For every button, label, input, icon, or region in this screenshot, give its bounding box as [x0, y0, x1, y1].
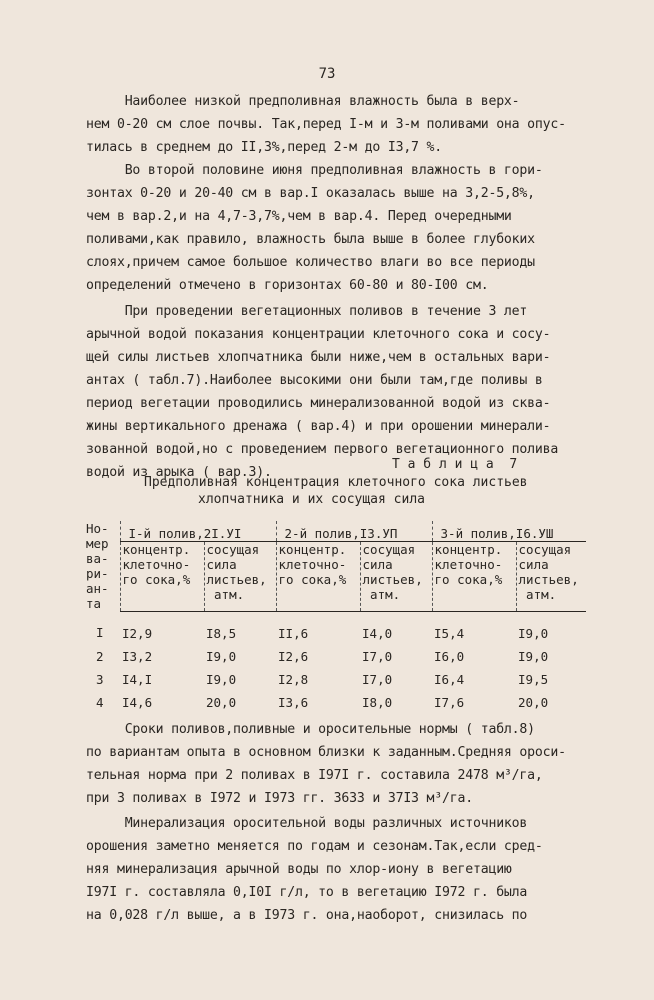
table-cell: I8,0: [362, 694, 393, 710]
table-cell: I7,6: [434, 694, 465, 710]
text-line: антах ( табл.7).Наиболее высокими они были там,где поливы в: [86, 373, 543, 388]
col-group-header: 3-й полив,I6.УШ: [432, 521, 586, 542]
col-header-suction-force: сосущая сила листьев, атм.: [516, 542, 586, 612]
text-line: зованной водой,но с проведением первого вегетационного полива: [86, 442, 559, 457]
table-row: [84, 691, 586, 714]
table-cell: I4,6: [122, 694, 153, 710]
table-cell: I3,6: [278, 694, 309, 710]
table-cell: I7,0: [362, 648, 393, 664]
table-cell: I3,2: [122, 648, 153, 664]
table-cell: I9,0: [206, 648, 237, 664]
table-cell: I6,0: [434, 648, 465, 664]
table-label: Т а б л и ц а 7: [392, 457, 518, 472]
table-title-line: Предполивная концентрация клеточного сока листьев: [144, 475, 528, 490]
text-line: орошения заметно меняется по годам и сезонам.Так,если сред-: [86, 839, 543, 854]
text-line: щей силы листьев хлопчатника были ниже,чем в остальных вари-: [86, 350, 551, 365]
table-cell: I5,4: [434, 625, 465, 641]
text-line: чем в вар.2,и на 4,7-3,7%,чем в вар.4. Перед очередными: [86, 209, 512, 224]
text-line: зонтах 0-20 и 20-40 см в вар.I оказалась выше на 3,2-5,8%,: [86, 186, 535, 201]
col-header-suction-force: сосущая сила листьев, атм.: [360, 542, 432, 612]
table-row: [84, 668, 586, 691]
text-line: Минерализация оросительной воды различных источников: [86, 816, 528, 831]
table-cell: 20,0: [206, 694, 237, 710]
text-line: при 3 поливах в I972 и I973 гг. 3633 и 37I3 м³/га.: [86, 791, 473, 806]
col-group-header: I-й полив,2I.УI: [120, 521, 276, 542]
text-line: При проведении вегетационных поливов в течение 3 лет: [86, 304, 528, 319]
text-line: период вегетации проводились минерализованной водой из сква-: [86, 396, 551, 411]
col-header-concentration: концентр. клеточно- го сока,%: [120, 542, 204, 612]
text-line: Наиболее низкой предполивная влажность была в верх-: [86, 94, 520, 109]
table-cell: I9,5: [518, 671, 549, 687]
text-line: определений отмечено в горизонтах 60-80 и 80-I00 см.: [86, 278, 489, 293]
data-table: [84, 521, 586, 714]
text-line: I97I г. составляла 0,I0I г/л, то в вегетацию I972 г. была: [86, 885, 528, 900]
text-line: тельная норма при 2 поливах в I97I г. составила 2478 м³/га,: [86, 768, 543, 783]
table-cell: I7,0: [362, 671, 393, 687]
text-line: поливами,как правило, влажность была выше в более глубоких: [86, 232, 535, 247]
cell-variant: 4: [96, 694, 104, 710]
text-line: Во второй половине июня предполивная влажность в гори-: [86, 163, 543, 178]
text-line: няя минерализация арычной воды по хлор-иону в вегетацию: [86, 862, 512, 877]
col-group-header: 2-й полив,I3.УП: [276, 521, 432, 542]
table-cell: I9,0: [206, 671, 237, 687]
page-number: 73: [318, 66, 336, 82]
table-cell: II,6: [278, 625, 309, 641]
cell-variant: 3: [96, 671, 104, 687]
text-line: арычной водой показания концентрации клеточного сока и сосу-: [86, 327, 551, 342]
table-cell: I2,9: [122, 625, 153, 641]
table-cell: I4,0: [362, 625, 393, 641]
text-line: нем 0-20 см слое почвы. Так,перед I-м и 3-м поливами она опус-: [86, 117, 566, 132]
table-row: [84, 645, 586, 668]
table-row: [84, 611, 586, 645]
text-line: на 0,028 г/л выше, а в I973 г. она,наоборот, снизилась по: [86, 908, 528, 923]
text-line: по вариантам опыта в основном близки к заданным.Средняя ороси-: [86, 745, 566, 760]
table-title-line: хлопчатника и их сосущая сила: [198, 492, 425, 507]
cell-variant: 2: [96, 648, 104, 664]
table-cell: I2,6: [278, 648, 309, 664]
table-cell: I4,I: [122, 671, 153, 687]
col-header-concentration: концентр. клеточно- го сока,%: [276, 542, 360, 612]
text-line: тилась в среднем до II,3%,перед 2-м до I3,7 %.: [86, 140, 443, 155]
text-line: жины вертикального дренажа ( вар.4) и при орошении минерали-: [86, 419, 551, 434]
table-cell: I9,0: [518, 625, 549, 641]
table-cell: I6,4: [434, 671, 465, 687]
cell-variant: I: [96, 625, 104, 641]
table-cell: 20,0: [518, 694, 549, 710]
table-cell: I8,5: [206, 625, 237, 641]
text-line: слоях,причем самое большое количество влаги во все периоды: [86, 255, 535, 270]
table-cell: I9,0: [518, 648, 549, 664]
table-cell: I2,8: [278, 671, 309, 687]
text-line: Сроки поливов,поливные и оросительные нормы ( табл.8): [86, 722, 535, 737]
col-header-concentration: концентр. клеточно- го сока,%: [432, 542, 516, 612]
col-header-variant: Но- мер ва- ри- ан- та: [86, 521, 109, 611]
col-header-suction-force: сосущая сила листьев, атм.: [204, 542, 276, 612]
text-line: водой из арыка ( вар.3).: [86, 465, 272, 480]
